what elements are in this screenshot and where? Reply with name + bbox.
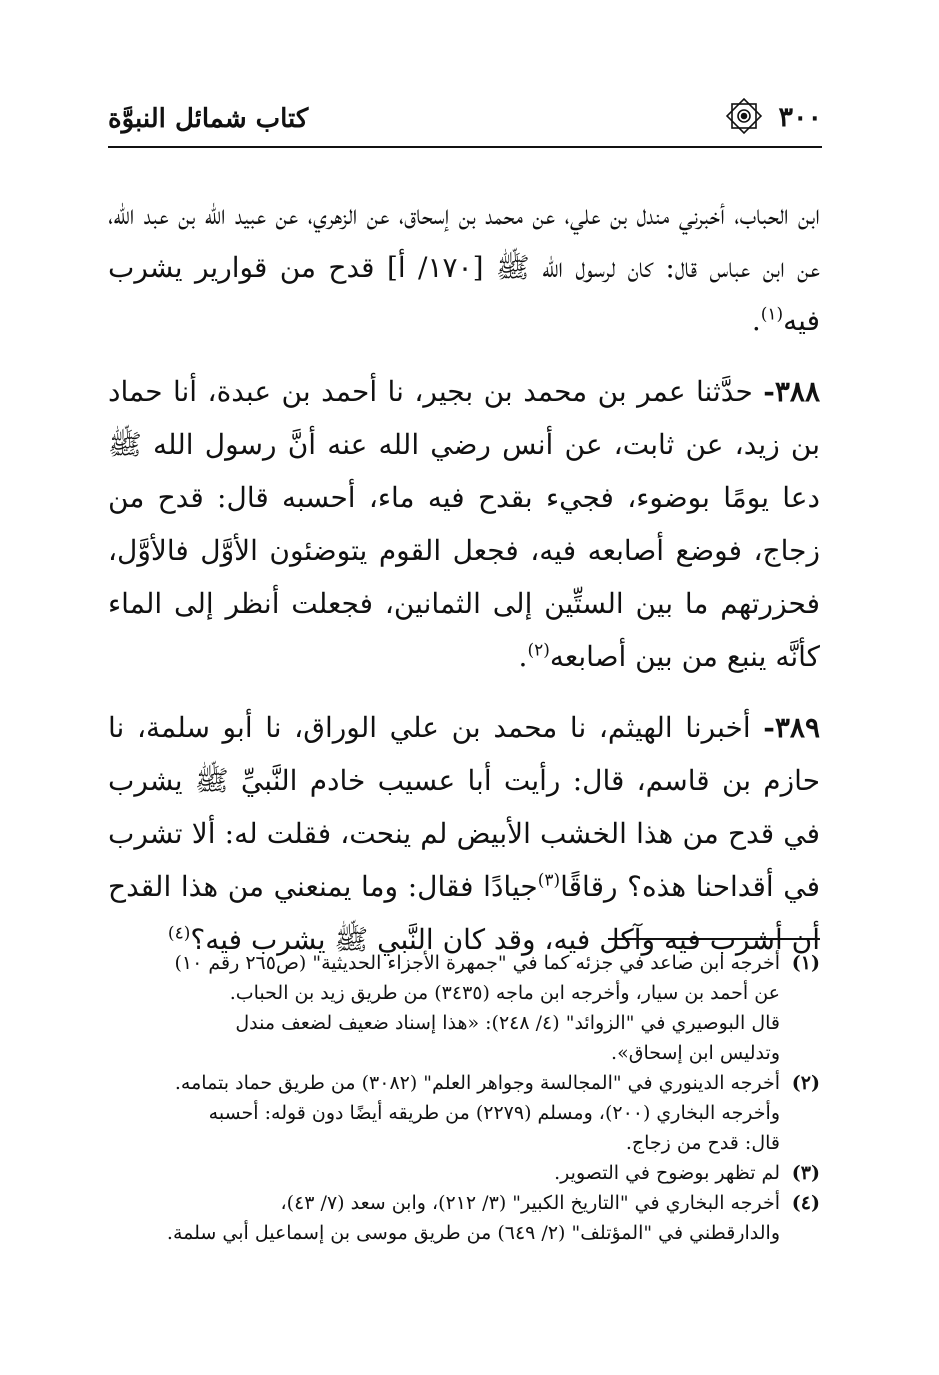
hadith-number-388: ٣٨٨-: [763, 375, 820, 408]
footnote-line: قال البوصيري في "الزوائد" (٤/ ٢٤٨): «هذا إسناد ضعيف لضعف مندل: [235, 1012, 780, 1034]
hadith-388: [108, 365, 820, 683]
footnote-number: (١): [791, 952, 820, 974]
hadith-389-text-b: جيادًا فقال: وما يمنعني من هذا القدح أن أشرب فيه وآكل فيه، وقد كان النَّبي ﷺ يشرب فيه؟: [108, 870, 820, 956]
paragraph-1: [108, 188, 820, 347]
footnote: [108, 1158, 820, 1188]
footnote-number: (٢): [791, 1072, 820, 1094]
footnote-line: عن أحمد بن سيار، وأخرجه ابن ماجه (٣٤٣٥) من طريق زيد بن الحباب.: [229, 982, 780, 1004]
footnote-line: لم تظهر بوضوح في التصوير.: [554, 1162, 780, 1184]
footnote: [108, 948, 820, 1068]
note-marker-2: (٢): [527, 640, 550, 661]
footnote-body: [108, 1158, 780, 1188]
footnote-line: أخرجه ابن صاعد في جزئه كما في "جمهرة الأجزاء الحديثية" (ص٢٦٥ رقم ١٠): [174, 952, 780, 974]
footnote-number: (٤): [791, 1192, 820, 1214]
footnote-body: [108, 1188, 780, 1248]
footnote-line: وأخرجه البخاري (٢٠٠)، ومسلم (٢٢٧٩) من طريقه أيضًا دون قوله: أحسبه: [208, 1102, 780, 1124]
footnote-number: (٣): [791, 1162, 820, 1184]
hadith-number-389: ٣٨٩-: [763, 711, 821, 744]
footnote-line: أخرجه البخاري في "التاريخ الكبير" (٣/ ٢١٢)، وابن سعد (٧/ ٤٣)،: [280, 1192, 780, 1214]
hadith-389-text-a: أخبرنا الهيثم، نا محمد بن علي الوراق، نا أبو سلمة، نا حازم بن قاسم، قال: رأيت أبا عسيب خادم النَّبيِّ ﷺ يشرب في قدح من هذا الخشب الأبيض لم ينحت، فقلت له: ألا تشرب في أقداحنا هذه؟ رقاقًا: [108, 711, 821, 903]
page-number: ٣٠٠: [778, 102, 822, 133]
hadith-388-end: .: [518, 640, 528, 673]
footnote-separator: [608, 938, 820, 940]
paragraph-1-end: .: [751, 304, 761, 337]
footnote-line: أخرجه الدينوري في "المجالسة وجواهر العلم" (٣٠٨٢) من طريق حماد بتمامه.: [174, 1072, 780, 1094]
hadith-389: [108, 701, 820, 966]
paragraph-1-text: ابن الحباب، أخبرني مندل بن علي، عن محمد بن إسحاق، عن الزهري، عن عبيد الله بن عبد الله، عن ابن عباس قال: كان لرسول الله ﷺ [١٧٠/ أ] قدح من قوارير يشرب فيه: [108, 198, 820, 337]
footnote: [108, 1188, 820, 1248]
note-marker-3: (٣): [537, 870, 561, 891]
footnote: [108, 1068, 820, 1158]
footnote-line: قال: قدح من زجاج.: [625, 1132, 780, 1154]
running-header: [108, 96, 822, 148]
footnotes: [108, 948, 820, 1248]
footnote-line: وتدليس ابن إسحاق».: [611, 1042, 780, 1064]
main-text: [108, 188, 820, 966]
header-rule: [108, 146, 822, 148]
note-marker-1: (١): [760, 304, 784, 325]
footnote-line: والدارقطني في "المؤتلف" (٢/ ٦٤٩) من طريق موسى بن إسماعيل أبي سلمة.: [166, 1222, 780, 1244]
note-marker-4: (٤): [167, 923, 191, 944]
footnote-body: [108, 948, 780, 1068]
hadith-388-text: حدَّثنا عمر بن محمد بن بجير، نا أحمد بن عبدة، أنا حماد بن زيد، عن ثابت، عن أنس رضي الله عنه أنَّ رسول الله ﷺ دعا يومًا بوضوء، فجيء بقدح فيه ماء، أحسبه قال: قدح من زجاج، فوضع أصابعه فيه، فجعل القوم يتوضئون الأوَّل فالأوَّل، فحزرتهم ما بين الستِّين إلى الثمانين، فجعلت أنظر إلى الماء كأنَّه ينبع من بين أصابعه: [108, 375, 820, 673]
ornament-icon: [724, 96, 764, 136]
footnote-body: [108, 1068, 780, 1158]
book-title: كتاب شمائل النبوَّة: [108, 104, 309, 134]
